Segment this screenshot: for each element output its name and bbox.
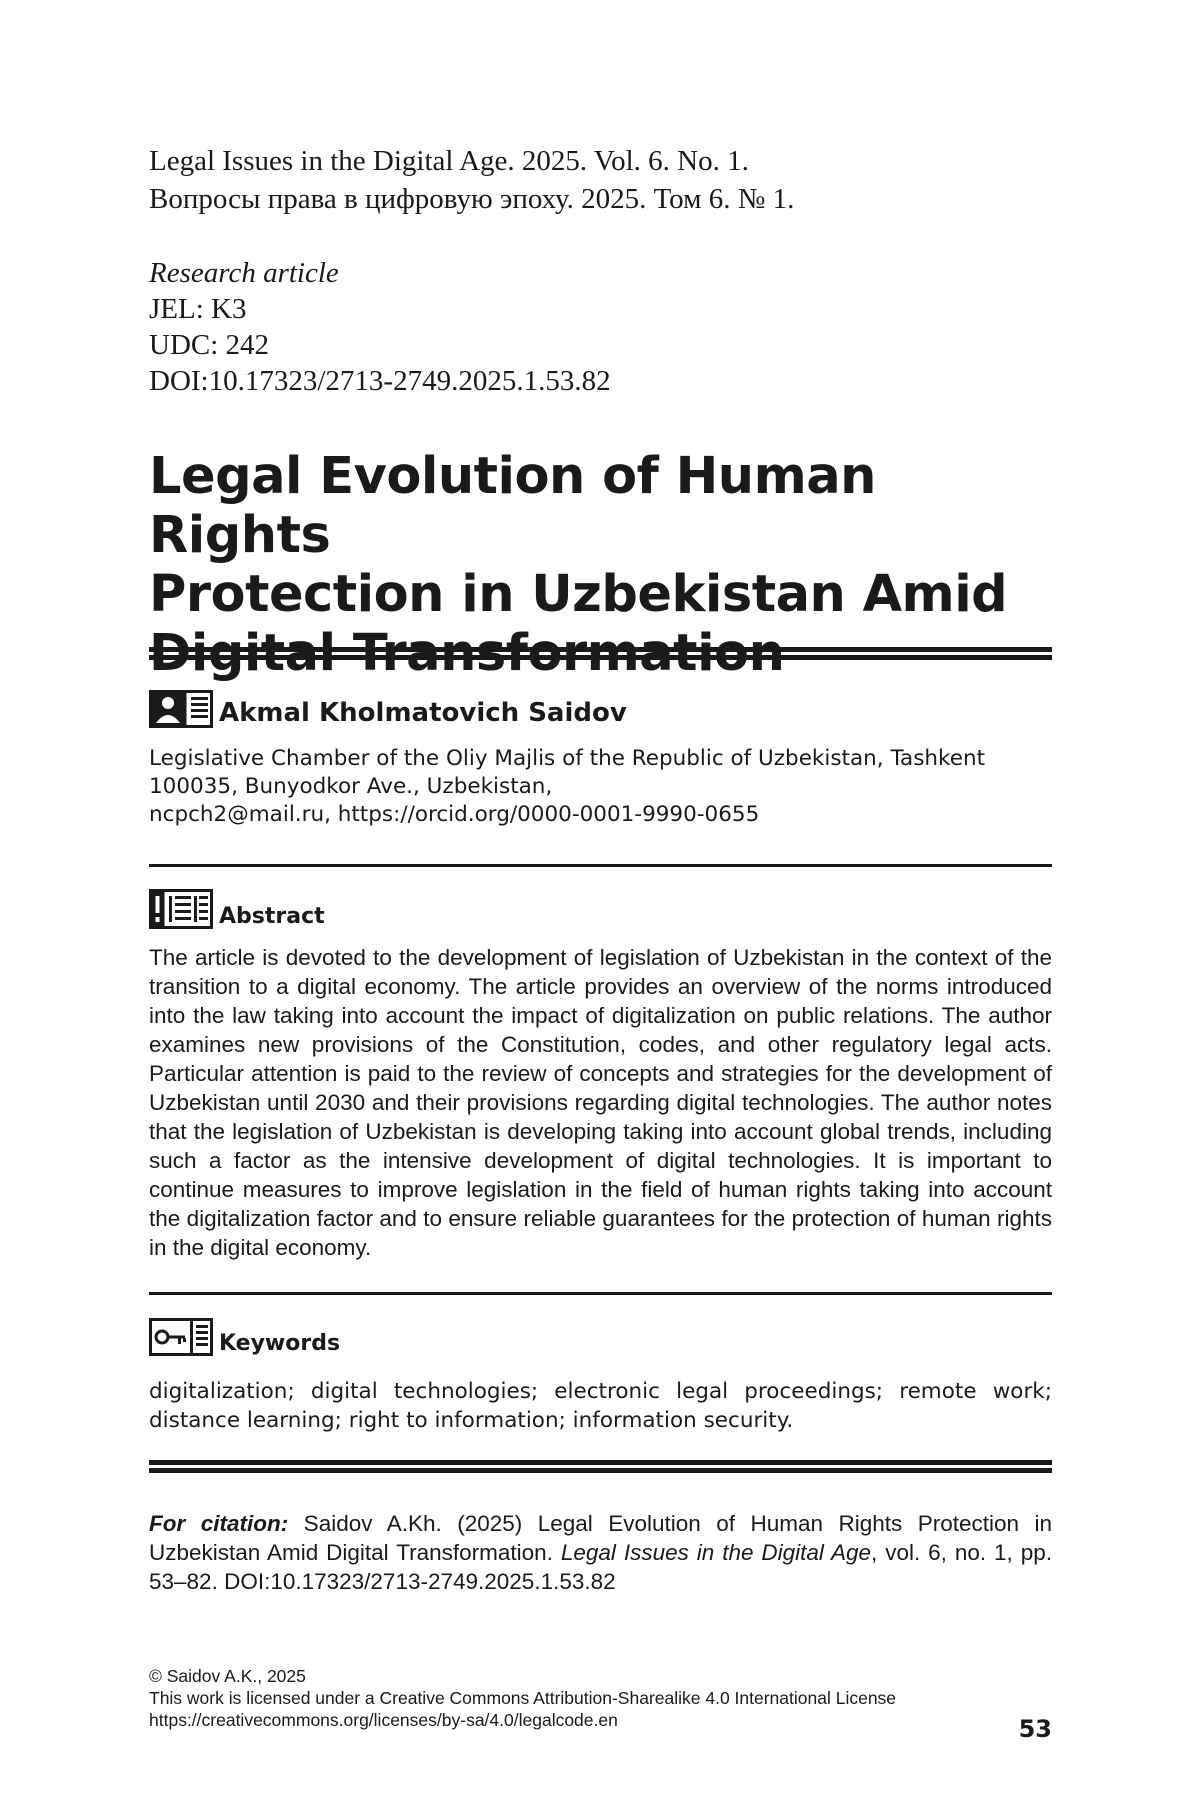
keywords-divider (149, 1460, 1052, 1473)
title-divider (149, 647, 1052, 660)
author-contact: ncpch2@mail.ru, https://orcid.org/0000-0001-9990-0655 (149, 802, 760, 827)
citation-part: Saidov A.Kh. (2025) Legal Evolution of Human Rights Protection in Uzbekistan Amid Digital Transformation. (149, 1511, 1053, 1565)
abstract-heading (149, 889, 325, 929)
key-icon (149, 1318, 213, 1356)
citation-source: Legal Issues in the Digital Age (560, 1540, 872, 1565)
citation-part: , vol. 6, no. 1, pp. 53–82. DOI:10.17323/2713-2749.2025.1.53.82 (149, 1540, 1052, 1594)
journal-header (149, 142, 794, 218)
udc-code: UDC: 242 (149, 329, 270, 361)
journal-line-en: Legal Issues in the Digital Age. 2025. Vol. 6. No. 1. (149, 145, 749, 177)
copyright-line: © Saidov A.K., 2025 (149, 1666, 306, 1686)
author-card-icon (149, 690, 213, 728)
citation-lead: For citation: (149, 1511, 289, 1536)
article-type: Research article (149, 257, 339, 289)
keywords-text: digitalization; digital technologies; electronic legal proceedings; remote work; distance learning; right to information; information security. (149, 1379, 1052, 1433)
affiliation-line: Legislative Chamber of the Oliy Majlis of the Republic of Uzbekistan, Tashkent (149, 746, 986, 771)
title-line: Legal Evolution of Human Rights (149, 447, 876, 565)
keywords-heading-label: Keywords (219, 1331, 341, 1356)
section-divider (149, 864, 1052, 867)
affiliation-line: 100035, Bunyodkor Ave., Uzbekistan, (149, 774, 553, 799)
keywords-heading (149, 1318, 340, 1356)
page-number: 53 (1018, 1715, 1052, 1743)
abstract-heading-label: Abstract (219, 904, 325, 929)
author-heading (149, 690, 627, 728)
doi: DOI:10.17323/2713-2749.2025.1.53.82 (149, 365, 611, 397)
license-line: This work is licensed under a Creative Commons Attribution-Sharealike 4.0 International License (149, 1688, 897, 1708)
author-name: Akmal Kholmatovich Saidov (219, 698, 627, 728)
license-footer (149, 1665, 1052, 1731)
section-divider (149, 1292, 1052, 1295)
jel-code: JEL: K3 (149, 293, 247, 325)
title-line: Protection in Uzbekistan Amid (149, 565, 1008, 624)
article-meta (149, 255, 611, 399)
journal-line-ru: Вопросы права в цифровую эпоху. 2025. Том 6. № 1. (149, 183, 795, 215)
title-line: Digital Transformation (149, 624, 785, 683)
abstract-list-icon (149, 889, 213, 929)
citation-block (149, 1509, 1052, 1596)
author-affiliation (149, 745, 1052, 829)
abstract-text: The article is devoted to the development of legislation of Uzbekistan in the context of the transition to a digital economy. The article provides an overview of the norms introduced into the law taking into account the impact of digitalization on public relations. The author examines new provisions of the Constitution, codes, and other regulatory legal acts. Particular attention is paid to the review of concepts and strategies for the development of Uzbekistan until 2030 and their provisions regarding digital technologies. The author notes that the legislation of Uzbekistan is developing taking into account global trends, including such a factor as the intensive development of digital technologies. It is important to continue measures to improve legislation in the field of human rights taking into account the digitalization factor and to ensure reliable guarantees for the protection of human rights in the digital economy. (149, 945, 1052, 1260)
license-url[interactable]: https://creativecommons.org/licenses/by-sa/4.0/legalcode.en (149, 1710, 618, 1730)
